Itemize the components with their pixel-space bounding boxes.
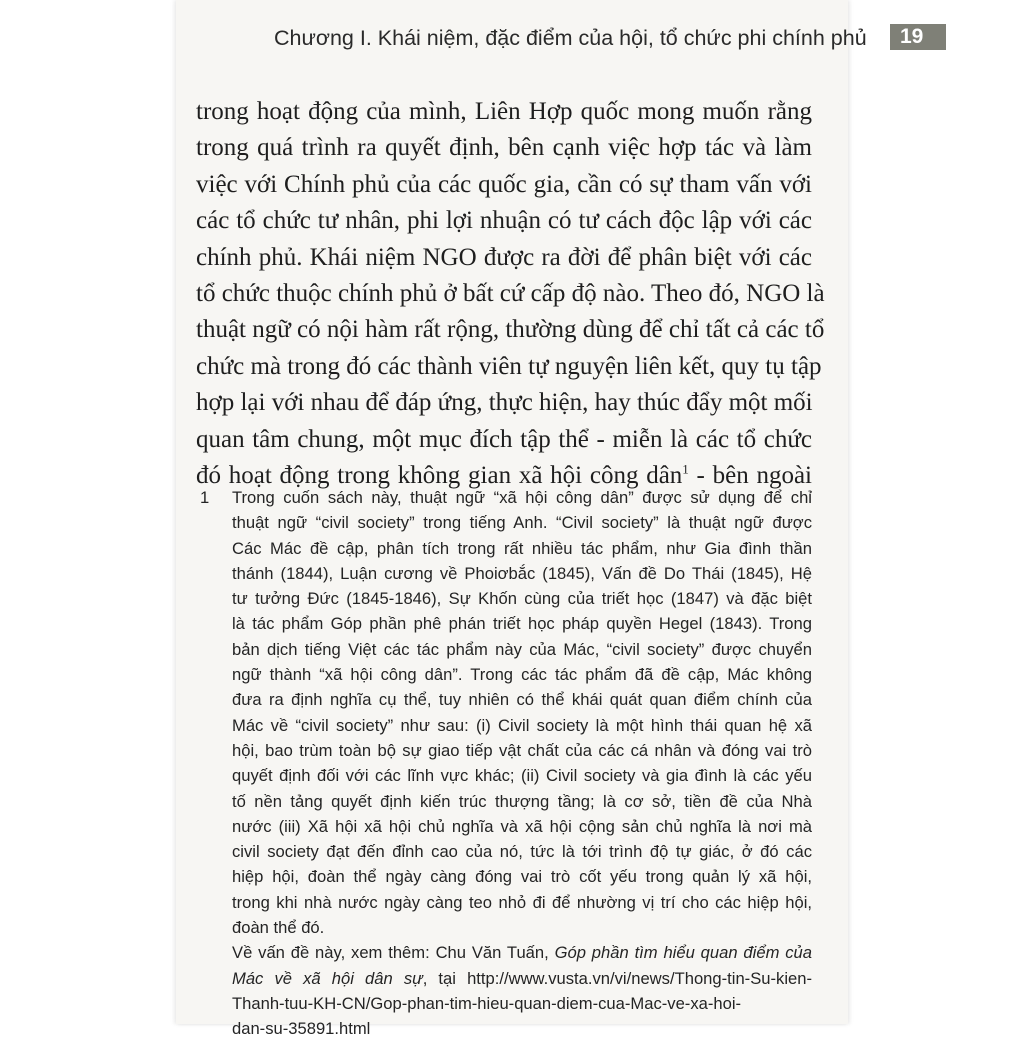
footnote-body: [232, 485, 812, 1042]
body-line: chức mà trong đó các thành viên tự nguyện liên kết, quy tụ tập: [196, 352, 822, 380]
reference-url-end: dan-su-35891.html: [232, 1019, 371, 1039]
body-text: [196, 94, 825, 494]
reference-prefix: Về vấn đề này, xem thêm: Chu Văn Tuấn,: [232, 943, 555, 963]
reference-title-cont: Mác về xã hội dân sự: [232, 968, 423, 988]
reference-title: Góp phần tìm hiểu quan điểm của: [554, 943, 812, 963]
body-line: thuật ngữ có nội hàm rất rộng, thường dùng để chỉ tất cả các tổ: [196, 316, 825, 344]
footnote-line: ngữ thành “xã hội công dân”. Trong các tác phẩm đã đề cập, Mác không: [232, 665, 812, 685]
body-line: chính phủ. Khái niệm NGO được ra đời để phân biệt với các: [196, 243, 812, 271]
body-line: các tổ chức tư nhân, phi lợi nhuận có tư cách độc lập với các: [196, 207, 812, 235]
footnote-line: Trong cuốn sách này, thuật ngữ “xã hội công dân” được sử dụng để chỉ: [232, 488, 812, 507]
footnote-line: tố nền tảng quyết định kiến trúc thượng tầng; là cơ sở, tiền đề của Nhà: [232, 791, 812, 811]
footnote-line: trong khi nhà nước ngày càng teo nhỏ đi để nhường vị trí cho các hiệp hội,: [232, 892, 812, 912]
footnote-reference-line-1: [232, 940, 812, 965]
footnote-line: quyết định đối với các lĩnh vực khác; (ii) Civil society và gia đình là các yếu: [232, 766, 812, 786]
footnote-line: nước (iii) Xã hội xã hội chủ nghĩa và xã hội cộng sản chủ nghĩa là nơi mà: [232, 816, 812, 836]
footnote-line: Mác về “civil society” như sau: (i) Civil society là một hình thái quan hệ xã: [232, 715, 812, 735]
footnote-line: bản dịch tiếng Việt các tác phẩm này của Mác, “civil society” được chuyển: [232, 639, 812, 659]
body-line: hợp lại với nhau để đáp ứng, thực hiện, hay thúc đẩy một mối: [196, 389, 813, 417]
book-page: [176, 0, 924, 1039]
reference-url-line: Thanh-tuu-KH-CN/Gop-phan-tim-hieu-quan-diem-cua-Mac-ve-xa-hoi-: [232, 993, 742, 1013]
footnote-line: Các Mác đề cập, phân tích trong rất nhiều tác phẩm, như Gia đình thần: [232, 538, 812, 558]
running-header: [274, 24, 924, 64]
footnote-reference[interactable]: 1: [682, 461, 689, 477]
page-number: 19: [890, 24, 946, 50]
reference-url-start: , tại http://www.vusta.vn/vi/news/Thong-tin-Su-kien-: [422, 968, 812, 988]
body-line: trong hoạt động của mình, Liên Hợp quốc mong muốn rằng: [196, 98, 812, 125]
body-line: trong quá trình ra quyết định, bên cạnh việc hợp tác và làm: [196, 134, 812, 162]
footnote-line: đoàn thể đó.: [232, 918, 325, 938]
body-text-after-ref: - bên ngoài: [688, 461, 812, 489]
footnote-number: 1: [200, 488, 210, 507]
footnote-line: hội, bao trùm toàn bộ sự giao tiếp vật chất của các cá nhân và đóng vai trò: [232, 740, 812, 760]
body-text-before-ref: đó hoạt động trong không gian xã hội công dân: [196, 461, 683, 489]
body-line: tổ chức thuộc chính phủ ở bất cứ cấp độ nào. Theo đó, NGO là: [196, 279, 825, 307]
footnote: [200, 485, 812, 1042]
footnote-line: thuật ngữ “civil society” trong tiếng Anh. “Civil society” là thuật ngữ được: [232, 513, 812, 533]
footnote-line: thánh (1844), Luận cương về Phoiơbắc (1845), Vấn đề Do Thái (1845), Hệ: [232, 563, 812, 583]
footnote-line: tư tưởng Đức (1845-1846), Sự Khốn cùng của triết học (1847) và đặc biệt: [232, 589, 812, 609]
footnote-line: hiệp hội, đoàn thể ngày càng đóng vai trò cốt yếu trong quản lý xã hội,: [232, 867, 812, 887]
body-line: quan tâm chung, một mục đích tập thể - miễn là các tổ chức: [196, 425, 812, 453]
chapter-title: Chương I. Khái niệm, đặc điểm của hội, tổ chức phi chính phủ: [274, 26, 867, 50]
body-line: việc với Chính phủ của các quốc gia, cần có sự tham vấn với: [196, 170, 812, 198]
footnote-line: civil society đạt đến đỉnh cao của nó, tức là tới trình độ tự giác, ở đó các: [232, 842, 812, 862]
footnote-line: là tác phẩm Góp phần phê phán triết học pháp quyền Hegel (1843). Trong: [232, 614, 812, 634]
footnote-line: đưa ra định nghĩa cụ thể, tuy nhiên có thể khái quát quan điểm chính của: [232, 690, 812, 710]
footnote-reference-line-2: [232, 966, 812, 991]
